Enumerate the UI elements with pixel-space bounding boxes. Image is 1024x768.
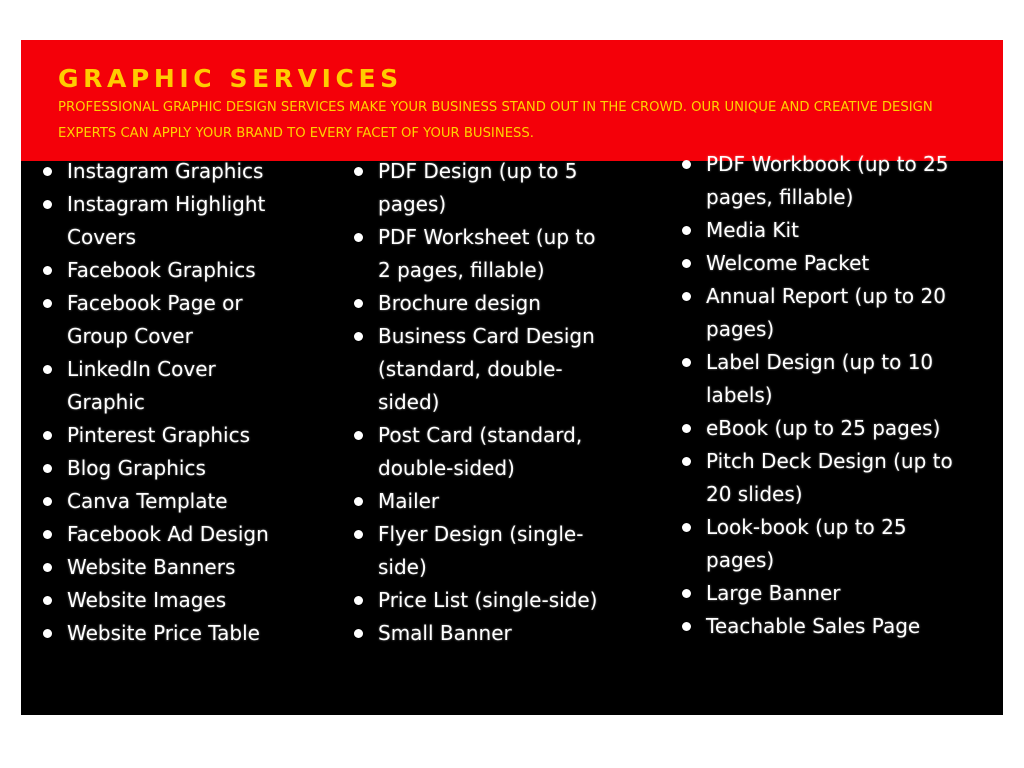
bullet-icon	[682, 523, 691, 532]
list-item-label: Label Design (up to 10 labels)	[706, 350, 934, 407]
list-item-label: Website Price Table	[67, 621, 260, 645]
list-item	[43, 188, 293, 254]
bullet-icon	[43, 200, 52, 209]
bullet-icon	[43, 530, 52, 539]
list-item-label: Facebook Graphics	[67, 258, 256, 282]
bullet-icon	[682, 160, 691, 169]
list-item-label: Pitch Deck Design (up to 20 slides)	[706, 449, 953, 506]
list-item-label: Welcome Packet	[706, 251, 870, 275]
list-item	[682, 445, 957, 511]
list-item	[682, 148, 957, 214]
list-item	[43, 584, 293, 617]
list-item-label: Instagram Highlight Covers	[67, 192, 266, 249]
list-item	[43, 452, 293, 485]
list-item-label: PDF Design (up to 5 pages)	[378, 159, 578, 216]
bullet-icon	[682, 622, 691, 631]
list-item-label: Business Card Design (standard, double-sided)	[378, 324, 595, 414]
list-item-label: eBook (up to 25 pages)	[706, 416, 941, 440]
list-item-label: Canva Template	[67, 489, 228, 513]
bullet-icon	[354, 497, 363, 506]
bullet-icon	[354, 431, 363, 440]
list-item-label: Website Images	[67, 588, 227, 612]
bullet-icon	[682, 292, 691, 301]
list-item	[43, 551, 293, 584]
list-item	[682, 346, 957, 412]
list-item-label: Blog Graphics	[67, 456, 206, 480]
list-item-label: Post Card (standard, double-sided)	[378, 423, 583, 480]
list-item-label: Small Banner	[378, 621, 512, 645]
list-item-label: Brochure design	[378, 291, 541, 315]
page-title: GRAPHIC SERVICES	[58, 64, 403, 93]
list-item-label: LinkedIn Cover Graphic	[67, 357, 216, 414]
bullet-icon	[43, 299, 52, 308]
list-item-label: Pinterest Graphics	[67, 423, 251, 447]
bullet-icon	[43, 629, 52, 638]
list-item-label: Annual Report (up to 20 pages)	[706, 284, 946, 341]
list-item-label: Flyer Design (single-side)	[378, 522, 584, 579]
bullet-icon	[43, 497, 52, 506]
bullet-icon	[43, 365, 52, 374]
bullet-icon	[354, 299, 363, 308]
list-item-label: Look-book (up to 25 pages)	[706, 515, 907, 572]
bullet-icon	[43, 464, 52, 473]
list-item	[43, 518, 293, 551]
bullet-icon	[354, 332, 363, 341]
list-item-label: Teachable Sales Page	[706, 614, 921, 638]
list-item-label: Large Banner	[706, 581, 841, 605]
list-item	[682, 280, 957, 346]
bullet-icon	[682, 424, 691, 433]
list-item-label: Price List (single-side)	[378, 588, 598, 612]
list-item	[354, 485, 606, 518]
page-subtitle: PROFESSIONAL GRAPHIC DESIGN SERVICES MAKE YOUR BUSINESS STAND OUT IN THE CROWD. OUR UNIQUE AND CREATIVE DESIGN EXPERTS CAN APPLY YOUR BRAND TO EVERY FACET OF YOUR BUSINESS.	[58, 100, 933, 141]
list-item	[43, 419, 293, 452]
list-item	[43, 485, 293, 518]
list-item	[354, 155, 606, 221]
bullet-icon	[682, 457, 691, 466]
services-column-2	[354, 155, 606, 650]
bullet-icon	[682, 589, 691, 598]
list-item	[682, 412, 957, 445]
list-item	[43, 353, 293, 419]
bullet-icon	[682, 226, 691, 235]
list-item-label: Facebook Page or Group Cover	[67, 291, 243, 348]
list-item	[682, 511, 957, 577]
bullet-icon	[43, 167, 52, 176]
list-item	[354, 419, 606, 485]
bullet-icon	[43, 563, 52, 572]
list-item-label: Media Kit	[706, 218, 799, 242]
list-item	[43, 155, 293, 188]
bullet-icon	[43, 431, 52, 440]
bullet-icon	[354, 233, 363, 242]
bullet-icon	[354, 596, 363, 605]
bullet-icon	[354, 530, 363, 539]
list-item	[354, 287, 606, 320]
list-item-label: PDF Workbook (up to 25 pages, fillable)	[706, 152, 949, 209]
list-item	[354, 617, 606, 650]
list-item	[682, 610, 957, 643]
list-item	[354, 320, 606, 419]
bullet-icon	[682, 358, 691, 367]
list-item	[354, 518, 606, 584]
list-item-label: PDF Worksheet (up to 2 pages, fillable)	[378, 225, 596, 282]
list-item-label: Mailer	[378, 489, 440, 513]
list-item-label: Facebook Ad Design	[67, 522, 269, 546]
bullet-icon	[354, 167, 363, 176]
list-item	[43, 617, 293, 650]
list-item	[682, 214, 957, 247]
list-item	[354, 584, 606, 617]
bullet-icon	[354, 629, 363, 638]
bullet-icon	[43, 596, 52, 605]
bullet-icon	[43, 266, 52, 275]
header-banner	[21, 40, 1003, 161]
list-item	[354, 221, 606, 287]
list-item-label: Instagram Graphics	[67, 159, 264, 183]
bullet-icon	[682, 259, 691, 268]
list-item	[682, 247, 957, 280]
list-item	[43, 287, 293, 353]
list-item	[682, 577, 957, 610]
list-item	[43, 254, 293, 287]
services-column-3	[682, 148, 957, 643]
list-item-label: Website Banners	[67, 555, 236, 579]
services-column-1	[43, 155, 293, 650]
